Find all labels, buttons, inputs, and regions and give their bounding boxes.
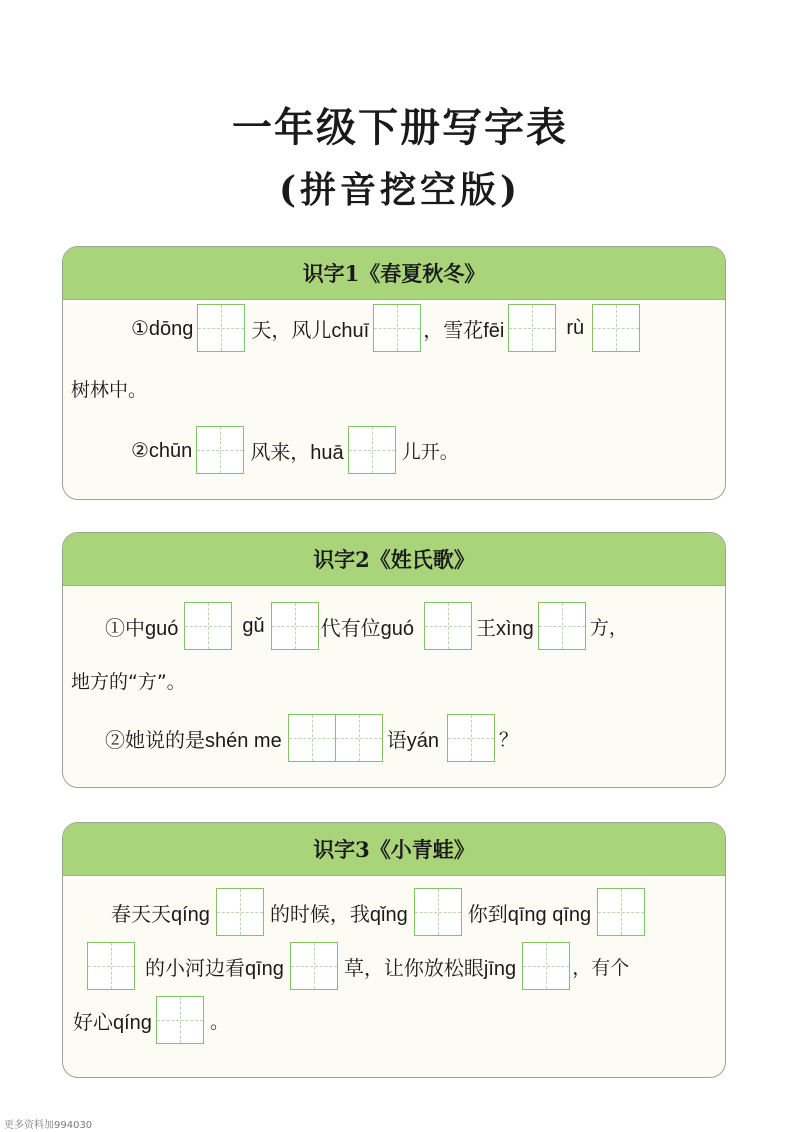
- text-segment: 树林中。: [71, 378, 148, 401]
- exercise-line: [63, 600, 725, 652]
- text-segment: 好心qíng: [73, 1011, 152, 1034]
- text-segment: ②chūn: [131, 439, 193, 462]
- exercise-line: [63, 424, 725, 476]
- writing-box[interactable]: [597, 888, 645, 936]
- text-segment: 方，: [589, 616, 628, 639]
- exercise-line: [63, 886, 725, 938]
- text-segment: ，雪花fēi: [423, 319, 505, 342]
- exercise-line: [63, 362, 725, 414]
- text-segment: 。: [209, 1010, 229, 1033]
- writing-box[interactable]: [508, 304, 556, 352]
- exercise-line: [63, 654, 725, 706]
- exercise-line: [63, 994, 725, 1046]
- writing-box-group: [288, 714, 383, 762]
- writing-box[interactable]: [271, 602, 319, 650]
- writing-box[interactable]: [538, 602, 586, 650]
- text-segment: gǔ: [242, 614, 265, 637]
- writing-box[interactable]: [288, 714, 336, 762]
- writing-box[interactable]: [414, 888, 462, 936]
- text-segment: ①中guó: [105, 617, 179, 640]
- text-segment: 的小河边看qīng: [145, 957, 284, 980]
- card-shizi-2: [62, 532, 726, 788]
- text-segment: rù: [566, 316, 585, 339]
- text-segment: 语yán: [386, 729, 439, 752]
- footer-note: 更多资料加994030: [4, 1120, 93, 1131]
- text-segment: ？: [498, 728, 518, 751]
- writing-box[interactable]: [348, 426, 396, 474]
- writing-box[interactable]: [156, 996, 204, 1044]
- card-shizi-1: [62, 246, 726, 500]
- exercise-line: [63, 712, 725, 764]
- text-segment: 的时候，我qǐng: [269, 903, 408, 926]
- text-segment: ①dōng: [131, 317, 194, 340]
- page-title: 一年级下册写字表: [232, 105, 568, 151]
- writing-box[interactable]: [184, 602, 232, 650]
- writing-box[interactable]: [196, 426, 244, 474]
- writing-box[interactable]: [87, 942, 135, 990]
- writing-box[interactable]: [290, 942, 338, 990]
- writing-box[interactable]: [447, 714, 495, 762]
- text-segment: 代有位guó: [320, 617, 414, 640]
- text-segment: 风来，huā: [250, 441, 344, 464]
- text-segment: 你到qīng qīng: [467, 903, 592, 926]
- text-segment: ，有个: [572, 956, 630, 979]
- text-segment: 春天天qíng: [111, 903, 210, 926]
- writing-box[interactable]: [197, 304, 245, 352]
- text-segment: 地方的“方”。: [71, 670, 186, 693]
- writing-box[interactable]: [335, 714, 383, 762]
- page-subtitle: (拼音挖空版): [278, 169, 522, 211]
- text-segment: 王xìng: [476, 617, 534, 640]
- writing-box[interactable]: [592, 304, 640, 352]
- card-heading: 识字1《春夏秋冬》: [63, 247, 725, 300]
- text-segment: 草，让你放松眼jīng: [343, 957, 517, 980]
- writing-box[interactable]: [522, 942, 570, 990]
- card-heading: 识字2《姓氏歌》: [63, 533, 725, 586]
- writing-box[interactable]: [373, 304, 421, 352]
- writing-box[interactable]: [424, 602, 472, 650]
- card-heading: 识字3《小青蛙》: [63, 823, 725, 876]
- card-shizi-3: [62, 822, 726, 1078]
- text-segment: ②她说的是shén me: [105, 729, 282, 752]
- exercise-line: [63, 940, 725, 992]
- text-segment: 天，风儿chuī: [251, 319, 370, 342]
- exercise-line: [63, 302, 725, 354]
- writing-box[interactable]: [216, 888, 264, 936]
- text-segment: 儿开。: [401, 440, 459, 463]
